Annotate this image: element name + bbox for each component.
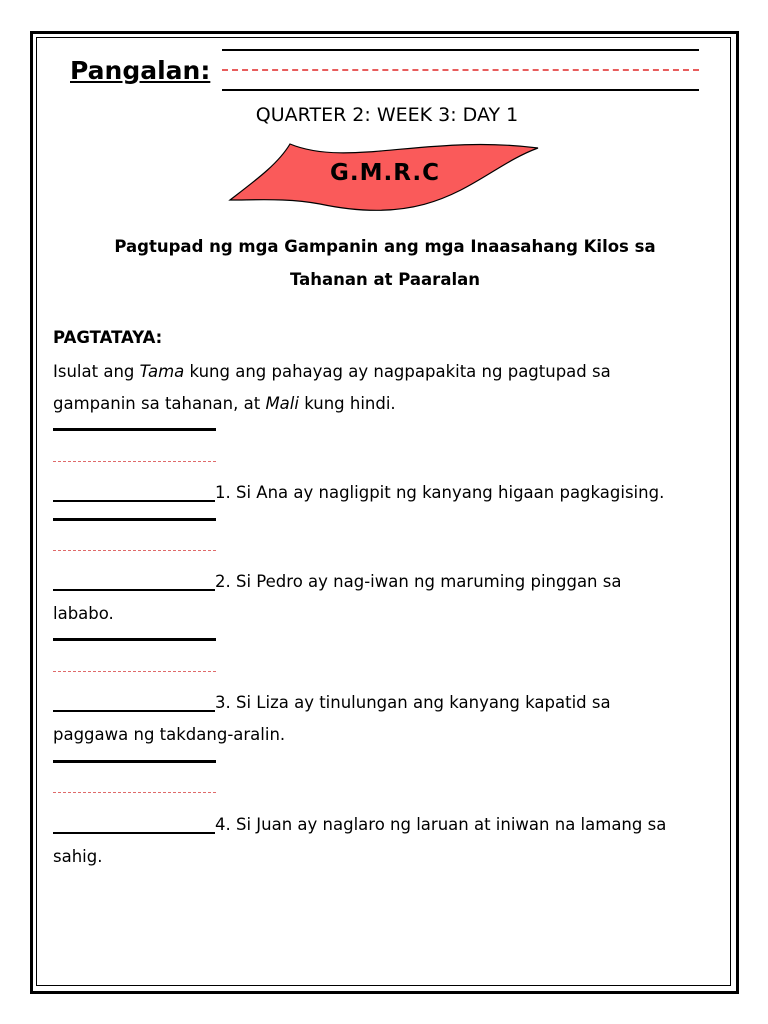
answer-guide-dash xyxy=(53,461,216,462)
list-item xyxy=(53,477,718,509)
answer-blank-1[interactable] xyxy=(53,480,215,502)
name-label xyxy=(70,56,210,85)
assessment-heading: PAGTATAYA: xyxy=(53,328,163,347)
list-item xyxy=(53,566,718,630)
answer-guide-top xyxy=(53,638,216,641)
item-text: 2. Si Pedro ay nag-iwan ng maruming pinggan sa xyxy=(215,572,622,591)
lesson-title xyxy=(70,230,700,296)
assessment-instructions xyxy=(53,356,713,420)
item-text: 3. Si Liza ay tinulungan ang kanyang kapatid sa xyxy=(215,693,611,712)
answer-guide-dash xyxy=(53,550,216,551)
answer-guide-dash xyxy=(53,671,216,672)
name-line-bottom xyxy=(222,89,699,91)
instr-text: kung hindi. xyxy=(298,394,396,413)
answer-blank-4[interactable] xyxy=(53,812,215,834)
lesson-title-line2: Tahanan at Paaralan xyxy=(289,270,480,289)
item-text-continued: paggawa ng takdang-aralin. xyxy=(53,725,286,744)
item-text: 4. Si Juan ay naglaro ng laruan at iniwan na lamang sa xyxy=(215,815,667,834)
instr-text: kung ang pahayag ay nagpapakita ng pagtupad sa xyxy=(184,362,611,381)
instructions-line2 xyxy=(53,388,713,420)
instr-emphasis-tama: Tama xyxy=(139,362,185,381)
name-writing-guide[interactable] xyxy=(222,69,699,71)
item-text-continued: lababo. xyxy=(53,604,114,623)
answer-guide-top xyxy=(53,760,216,763)
answer-blank-3[interactable] xyxy=(53,690,215,712)
instructions-line1 xyxy=(53,356,713,388)
instr-text: Isulat ang xyxy=(53,362,140,381)
item-text-continued: sahig. xyxy=(53,847,103,866)
answer-guide-top xyxy=(53,428,216,431)
name-line-top xyxy=(222,49,699,51)
list-item xyxy=(53,687,718,751)
name-label-text: Pangalan: xyxy=(70,56,211,85)
list-item xyxy=(53,809,718,873)
answer-guide-dash xyxy=(53,792,216,793)
instr-text: gampanin sa tahanan, at xyxy=(53,394,266,413)
answer-blank-2[interactable] xyxy=(53,569,215,591)
subject-title: G.M.R.C xyxy=(330,160,440,186)
item-text: 1. Si Ana ay nagligpit ng kanyang higaan pagkagising. xyxy=(215,483,665,502)
quarter-week-day: QUARTER 2: WEEK 3: DAY 1 xyxy=(255,104,519,126)
lesson-title-line1: Pagtupad ng mga Gampanin ang mga Inaasahang Kilos sa xyxy=(114,237,656,256)
instr-emphasis-mali: Mali xyxy=(265,394,299,413)
answer-guide-top xyxy=(53,518,216,521)
